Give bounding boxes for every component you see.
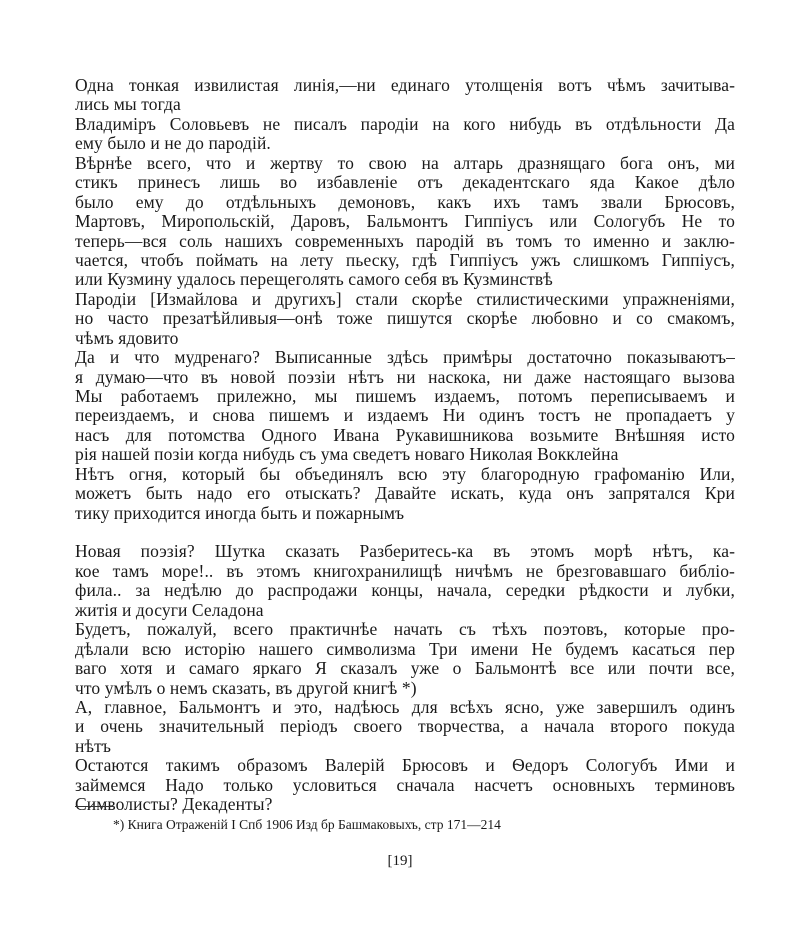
text-line: теперь—вся соль нашихъ современныхъ пародій въ томъ то именно и заклю- [75, 230, 735, 251]
footnote-rule [75, 806, 113, 807]
text-line: рія нашей позіи когда нибудь съ ума сведетъ новаго Николая Вокклейна [75, 444, 619, 465]
text-line: стикъ принесъ лишь во избавленіе отъ декадентскаго яда Какое дѣло [75, 172, 735, 193]
paragraph [75, 115, 735, 154]
page-number: [19] [387, 853, 413, 869]
text-line: что умѣлъ о немъ сказать, въ другой книгѣ *) [75, 677, 417, 698]
text-line: Мы работаемъ прилежно, мы пишемъ издаемъ, потомъ переписываемъ и [75, 386, 735, 406]
text-line: можетъ быть надо его отыскать? Давайте искать, куда онъ запрятался Кри [75, 483, 735, 504]
text-line: тику приходится иногда быть и пожарнымъ [75, 502, 405, 523]
text-line: я думаю—что въ новой поэзіи нѣтъ ни наскока, ни даже настоящаго вызова [75, 366, 735, 387]
text-line: Символисты? Декаденты? [75, 794, 273, 815]
paragraph [75, 698, 735, 756]
text-line: А, главное, Бальмонтъ и это, надѣюсь для всѣхъ ясно, уже завершилъ одинъ [75, 696, 735, 717]
text-line: но часто презатѣйливыя—онѣ тоже пишутся скорѣе любовно и со смакомъ, [75, 308, 735, 329]
text-line: ваго хотя и самаго яркаго Я сказалъ уже о Бальмонтѣ все или почти все, [75, 658, 735, 679]
text-line: переиздаемъ, и снова пишемъ и издаемъ Ни одинъ тостъ не пропадаетъ у [75, 405, 735, 426]
text-line: Да и что мудренаго? Выписанные здѣсь примѣры достаточно показываютъ– [75, 347, 735, 368]
text-line: или Кузмину удалось перещеголять самого себя въ Кузминствѣ [75, 269, 553, 290]
text-line: Будетъ, пожалуй, всего практичнѣе начать съ тѣхъ поэтовъ, которые про- [75, 619, 735, 640]
text-line: Остаются такимъ образомъ Валерій Брюсовъ и Ѳедоръ Сологубъ Ими и [75, 755, 735, 776]
text-line: займемся Надо только условиться сначала насчетъ основныхъ терминовъ [75, 774, 735, 795]
text-line: Одна тонкая извилистая линія,—ни единаго утолщенія вотъ чѣмъ зачитыва- [75, 75, 735, 95]
text-line: насъ для потомства Одного Ивана Рукавишникова возьмите Внѣшняя исто [75, 424, 735, 445]
text-line: Новая поэзія? Шутка сказать Разберитесь-ка въ этомъ морѣ нѣтъ, ка- [75, 541, 735, 562]
text-line: лись мы тогда [75, 94, 181, 115]
paragraph [75, 290, 735, 348]
text-line: ему было и не до пародій. [75, 133, 271, 154]
text-line: чѣмъ ядовито [75, 327, 179, 348]
text-line: и очень значительный періодъ своего творчества, а начала второго покуда [75, 716, 735, 737]
text-line: было ему до отдѣльныхъ демоновъ, какъ ихъ тамъ звали Брюсовъ, [75, 191, 735, 212]
text-line: фила.. за недѣлю до распродажи концы, начала, середки рѣдкости и лубки, [75, 580, 735, 601]
text-line: чается, чтобъ поймать на лету пьеску, гдѣ Гиппіусъ ужъ слишкомъ Гиппіусъ, [75, 249, 735, 270]
text-line: Владиміръ Соловьевъ не писалъ пародіи на кого нибудь въ отдѣльности Да [75, 113, 735, 134]
paragraph [75, 756, 735, 814]
text-line: нѣтъ [75, 735, 111, 756]
text-line: Вѣрнѣе всего, что и жертву то свою на алтарь дразнящаго бога онъ, ми [75, 152, 735, 173]
text-line: житія и досуги Селадона [75, 599, 264, 620]
text-line: Мартовъ, Миропольскій, Даровъ, Бальмонтъ Гиппіусъ или Сологубъ Не то [75, 211, 735, 232]
paragraph [75, 348, 735, 465]
text-line: дѣлали всю исторію нашего символизма Три имени Не будемъ касаться пер [75, 638, 735, 659]
text-line: Пародіи [Измайлова и другихъ] стали скорѣе стилистическими упражненіями, [75, 288, 735, 309]
paragraph [75, 76, 735, 115]
paragraph [75, 542, 735, 620]
paragraph [75, 620, 735, 698]
text-line: кое тамъ море!.. въ этомъ книгохранилищѣ ничѣмъ не брезговавшаго библіо- [75, 560, 735, 581]
paragraph [75, 465, 735, 523]
text-line: Нѣтъ огня, который бы объединялъ всю эту благородную графоманію Или, [75, 463, 735, 484]
paragraph [75, 154, 735, 290]
footnote: *) Книга Отраженій I Спб 1906 Изд бр Башмаковыхъ, стр 171—214 [113, 817, 501, 832]
body-text [75, 76, 735, 815]
paragraph-gap [75, 523, 735, 542]
